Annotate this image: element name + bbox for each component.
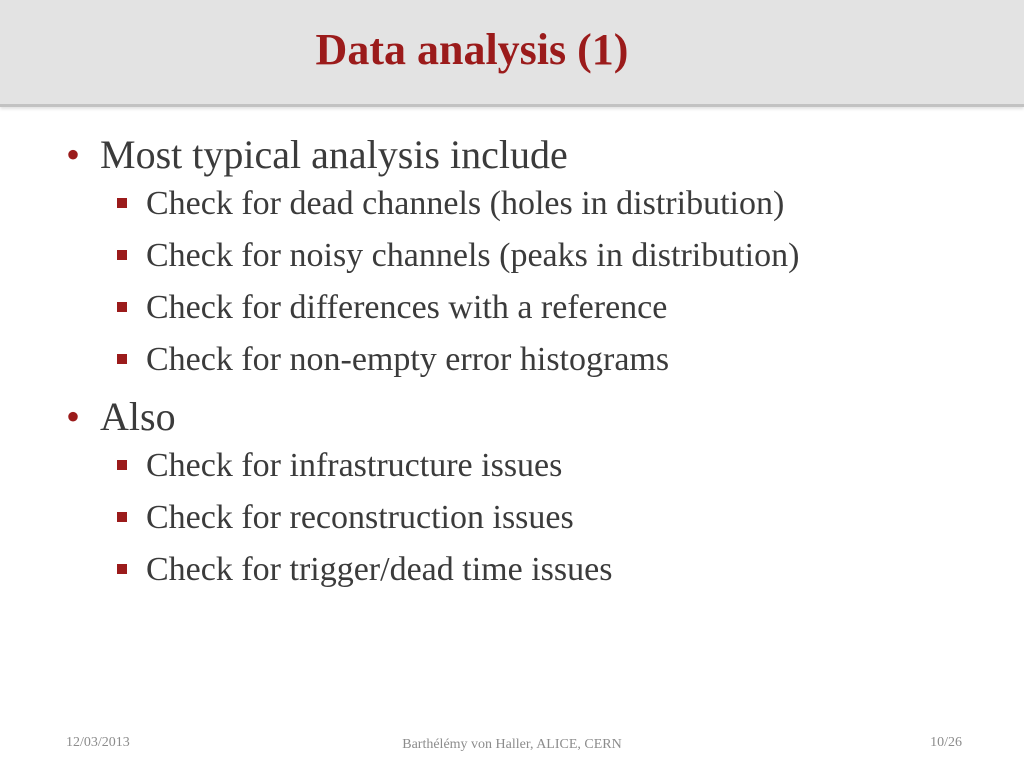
square-bullet-icon [117,460,127,470]
slide-header [0,0,1024,107]
sub-bullet-text: Check for non-empty error histograms [146,341,670,378]
bullet-item [0,128,1024,182]
sub-bullet-text: Check for differences with a reference [146,289,668,326]
square-bullet-icon [117,302,127,312]
bullet-dot-icon: • [66,132,81,177]
square-bullet-icon [117,512,127,522]
sub-bullet-item [0,444,1024,487]
sub-bullet-item [0,182,1024,225]
sub-bullet-item [0,234,1024,277]
footer-date: 12/03/2013 [66,735,130,750]
sub-bullet-text: Check for dead channels (holes in distribution) [146,185,785,222]
bullet-text: Also [100,394,176,439]
sub-bullet-text: Check for noisy channels (peaks in distribution) [146,237,800,274]
square-bullet-icon [117,250,127,260]
square-bullet-icon [117,198,127,208]
sub-bullet-item [0,338,1024,381]
sub-bullet-item [0,496,1024,539]
square-bullet-icon [117,564,127,574]
square-bullet-icon [117,354,127,364]
slide-title: Data analysis (1) [315,25,629,74]
footer-author: Barthélémy von Haller, ALICE, CERN [402,737,622,752]
sub-bullet-item [0,286,1024,329]
bullet-item [0,390,1024,444]
sub-bullet-text: Check for infrastructure issues [146,447,563,484]
sub-bullet-text: Check for trigger/dead time issues [146,551,613,588]
bullet-text: Most typical analysis include [100,132,568,177]
footer-page-number: 10/26 [930,735,962,750]
bullet-dot-icon: • [66,394,81,439]
sub-bullet-item [0,548,1024,591]
slide-content [0,128,1024,600]
sub-bullet-text: Check for reconstruction issues [146,499,574,536]
